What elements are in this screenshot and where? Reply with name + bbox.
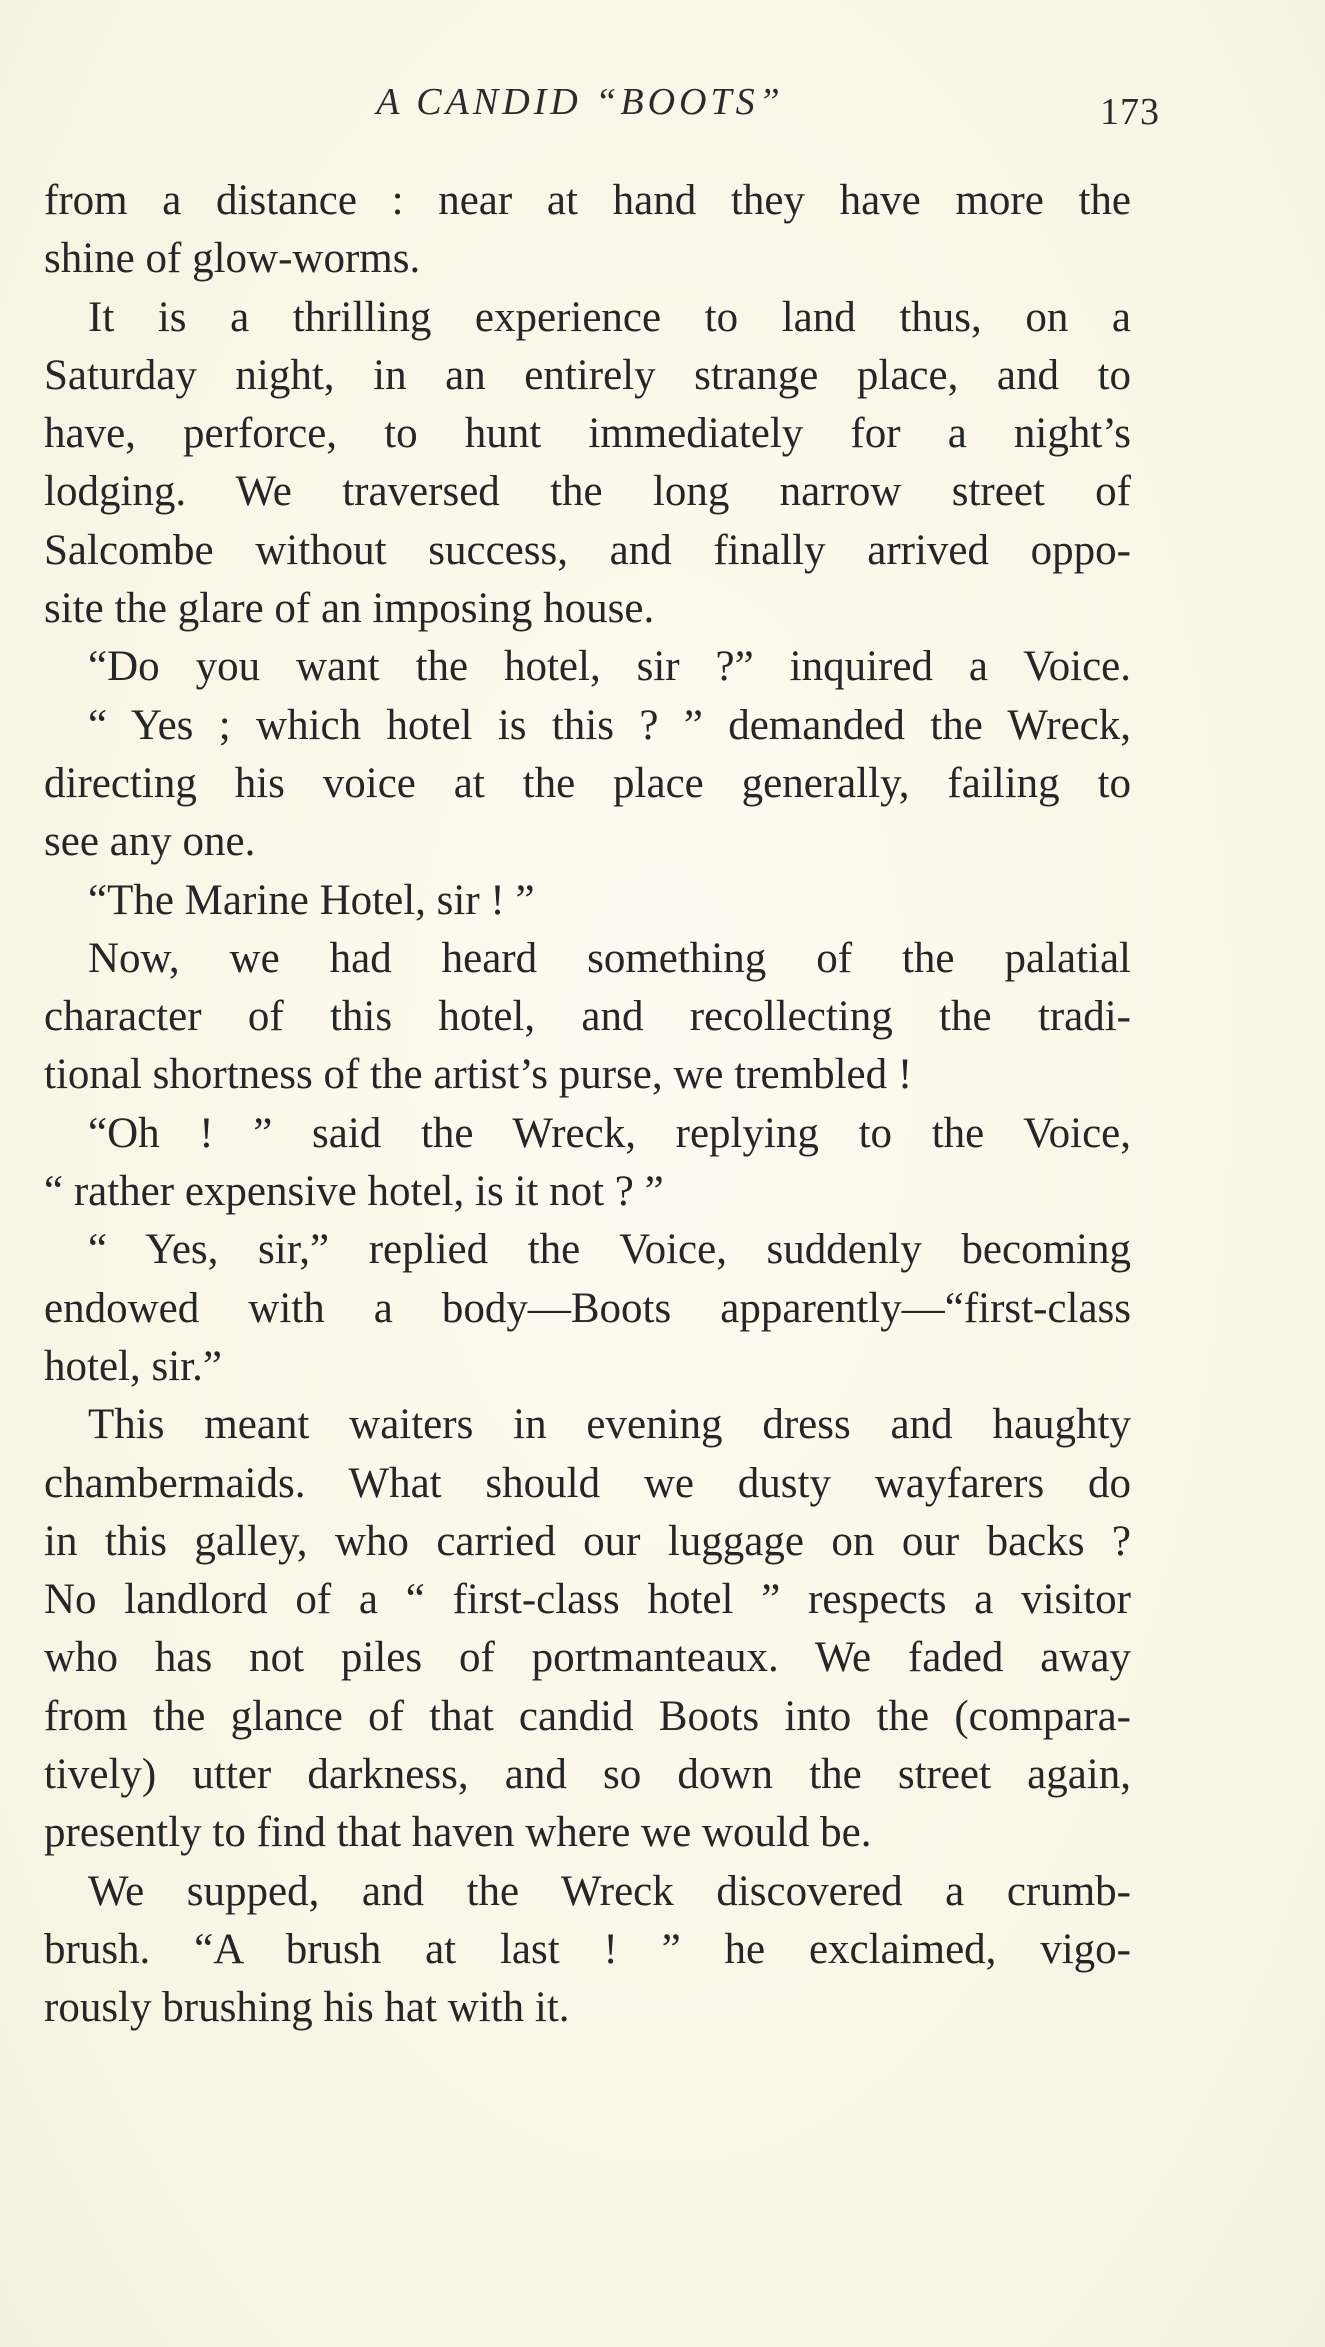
text-line: brush. “A brush at last ! ” he exclaimed, vigo-	[44, 1925, 1131, 1973]
text-line: from a distance : near at hand they have more the	[44, 177, 1131, 224]
text-line: from the glance of that candid Boots into the (compara-	[44, 1692, 1131, 1740]
text-line: “ rather expensive hotel, is it not ? ”	[44, 1168, 664, 1216]
running-title: A CANDID “BOOTS”	[376, 81, 784, 123]
text-line: tional shortness of the artist’s purse, we trembled !	[44, 1051, 913, 1099]
text-line: Salcombe without success, and finally arrived oppo-	[44, 526, 1131, 574]
text-line: site the glare of an imposing house.	[44, 585, 655, 633]
text-line: have, perforce, to hunt immediately for a night’s	[44, 410, 1131, 458]
text-line: No landlord of a “ first-class hotel ” respects a visitor	[44, 1576, 1131, 1624]
text-line: presently to find that haven where we would be.	[44, 1809, 872, 1857]
text-line: shine of glow-worms.	[44, 235, 421, 283]
text-line: hotel, sir.”	[44, 1342, 222, 1390]
body-text	[44, 172, 1131, 2038]
text-line: It is a thrilling experience to land thus, on a	[88, 293, 1131, 341]
text-line: Now, we had heard something of the palatial	[88, 934, 1131, 982]
text-line: see any one.	[44, 818, 256, 866]
text-line: who has not piles of portmanteaux. We faded away	[44, 1634, 1131, 1682]
text-line: We supped, and the Wreck discovered a crumb-	[88, 1867, 1131, 1915]
text-line: rously brushing his hat with it.	[44, 1984, 570, 2032]
text-line: This meant waiters in evening dress and haughty	[88, 1401, 1131, 1449]
text-line: lodging. We traversed the long narrow street of	[44, 468, 1131, 516]
text-line: “The Marine Hotel, sir ! ”	[88, 876, 535, 924]
text-line: “Oh ! ” said the Wreck, replying to the Voice,	[88, 1109, 1131, 1157]
text-line: “ Yes ; which hotel is this ? ” demanded the Wreck,	[88, 701, 1131, 749]
text-line: Saturday night, in an entirely strange place, and to	[44, 351, 1131, 399]
text-line: in this galley, who carried our luggage on our backs ?	[44, 1517, 1131, 1565]
page-number: 173	[1100, 91, 1160, 133]
running-head	[0, 80, 1325, 140]
text-line: directing his voice at the place generally, failing to	[44, 759, 1131, 807]
text-line: “Do you want the hotel, sir ?” inquired a Voice.	[88, 643, 1131, 691]
text-line: tively) utter darkness, and so down the street again,	[44, 1751, 1131, 1799]
text-line: character of this hotel, and recollecting the tradi-	[44, 993, 1131, 1041]
text-line: endowed with a body—Boots apparently—“first-class	[44, 1284, 1131, 1332]
text-line: “ Yes, sir,” replied the Voice, suddenly becoming	[88, 1226, 1131, 1274]
text-line: chambermaids. What should we dusty wayfarers do	[44, 1459, 1131, 1507]
